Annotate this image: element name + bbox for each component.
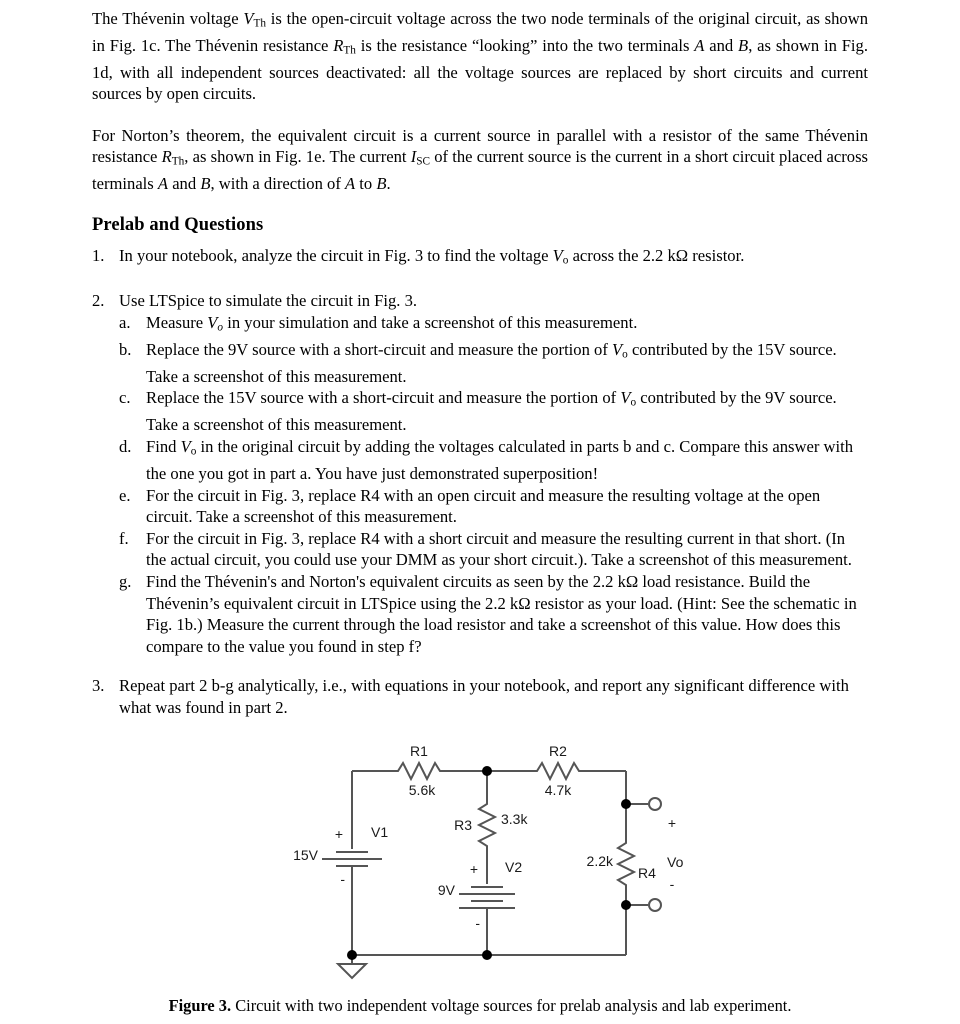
label-r3-name: R3	[454, 817, 472, 833]
text-run: is the resistance “looking” into the two terminals	[355, 35, 695, 55]
label-r1-value: 5.6k	[408, 782, 436, 798]
question-subitem	[119, 339, 868, 388]
text-run: in your simulation and take a screenshot of this measurement.	[223, 312, 638, 332]
circuit-schematic-svg	[0, 742, 960, 980]
node-dot-out-minus	[621, 900, 631, 910]
subscript-text: o	[217, 321, 224, 334]
label-vo-plus: +	[667, 815, 677, 831]
subscript-text: SC	[416, 155, 431, 168]
label-v2-name: V2	[505, 859, 523, 875]
label-v1-minus: -	[340, 871, 345, 887]
label-vo-name: Vo	[667, 854, 684, 870]
output-terminals	[649, 798, 661, 911]
italic-text: V	[207, 312, 218, 332]
text-run: .	[386, 174, 391, 194]
subitem-marker: d.	[119, 436, 132, 456]
subitem-marker: g.	[119, 571, 132, 591]
figure-caption-text: Circuit with two independent voltage sources for prelab analysis and lab experiment.	[231, 996, 792, 1015]
terminal-minus-circle	[649, 899, 661, 911]
node-dot-top-middle	[482, 766, 492, 776]
text-run: and	[704, 35, 739, 55]
subitem-text	[146, 437, 853, 483]
italic-text: B	[376, 174, 387, 194]
label-vo-minus: -	[669, 876, 675, 892]
subscript-text: o	[190, 445, 197, 458]
text-run: In your notebook, analyze the circuit in Fig. 3 to find the voltage	[119, 245, 553, 265]
figure-caption-label: Figure 3.	[168, 996, 232, 1015]
question-marker: 2.	[92, 290, 105, 310]
question-subitem	[119, 485, 868, 528]
text-run: across the 2.2 kΩ resistor.	[568, 245, 745, 265]
text-run: , as shown in Fig. 1d, with all independent sources deactivated: all the voltage sources are replaced by short circuits and current sources by open circuits.	[92, 35, 868, 104]
page-heading: Prelab and Questions	[92, 214, 264, 235]
subscript-text: o	[622, 348, 628, 361]
question-marker: 3.	[92, 676, 105, 696]
node-dot-out-plus	[621, 799, 631, 809]
italic-text: A	[157, 174, 169, 194]
text-run: For the circuit in Fig. 3, replace R4 with an open circuit and measure the resulting voltage at the open circuit. Take a screenshot of this measurement.	[146, 485, 821, 527]
question-text	[119, 246, 744, 265]
figure-3-circuit	[0, 742, 960, 980]
subitem-text	[146, 572, 857, 656]
text-run: Replace the 9V source with a short-circuit and measure the portion of	[146, 339, 613, 359]
label-r2-value: 4.7k	[544, 782, 572, 798]
node-dot-bottom-middle	[482, 950, 492, 960]
label-v2-minus: -	[475, 915, 480, 931]
subitem-marker: a.	[119, 312, 131, 332]
italic-text: A	[345, 174, 356, 194]
text-run: The Thévenin voltage	[92, 9, 244, 28]
subscript-text: Th	[171, 155, 185, 168]
questions-list	[92, 245, 868, 719]
subitem-marker: e.	[119, 485, 131, 505]
text-run: Measure	[146, 312, 208, 332]
text-run: , with a direction of	[210, 174, 346, 194]
italic-text: V	[552, 245, 563, 265]
question-item	[92, 290, 868, 657]
label-r4-name: R4	[638, 865, 656, 881]
subitem-text	[146, 340, 837, 386]
subitem-text	[146, 313, 637, 332]
r4-zigzag	[618, 839, 634, 889]
label-v1-value: 15V	[293, 847, 318, 863]
subscript-text: o	[562, 254, 569, 267]
question-subitem	[119, 312, 868, 339]
italic-text: V	[612, 339, 623, 359]
subitem-marker: f.	[119, 528, 129, 548]
subitem-text	[146, 529, 852, 570]
question-marker: 1.	[92, 245, 105, 265]
text-run: For Norton’s theorem, the equivalent circuit is a current source in parallel with a resistor of the same Thévenin resistance	[92, 125, 868, 167]
subitem-marker: c.	[119, 388, 131, 408]
text-run: For the circuit in Fig. 3, replace R4 with a short circuit and measure the resulting current in that short. (In the actual circuit, you could use your DMM as your short circuit.). Take a screenshot of this measurement.	[146, 528, 852, 570]
label-v1-plus: +	[334, 826, 343, 842]
text-run: to	[355, 174, 377, 194]
figure-caption	[0, 996, 960, 1016]
text-run: Replace the 15V source with a short-circuit and measure the portion of	[146, 388, 621, 408]
italic-text: R	[161, 147, 172, 167]
label-v1-name: V1	[371, 824, 389, 840]
prelab-heading-wrap	[92, 213, 868, 237]
text-run: Repeat part 2 b-g analytically, i.e., with equations in your notebook, and report any significant difference with what was found in part 2.	[119, 676, 849, 717]
norton-paragraph	[92, 125, 868, 195]
r2-zigzag	[533, 763, 583, 779]
r1-zigzag	[394, 763, 444, 779]
label-r3-value: 3.3k	[501, 811, 528, 827]
text-run: and	[168, 174, 201, 194]
label-r2-name: R2	[549, 743, 567, 759]
text-run: Find	[146, 436, 181, 456]
subscript-text: Th	[343, 44, 356, 57]
paragraph-spacer	[92, 105, 868, 125]
question-item	[92, 675, 868, 718]
subscript-text: o	[630, 396, 637, 409]
italic-text: R	[333, 35, 344, 55]
label-r1-name: R1	[410, 743, 428, 759]
italic-text: B	[200, 174, 211, 194]
question-subitem	[119, 571, 868, 657]
subitem-text	[146, 388, 837, 434]
italic-text: A	[694, 35, 705, 55]
question-text	[119, 291, 417, 310]
label-v2-plus: +	[469, 861, 478, 877]
italic-text: V	[243, 9, 254, 28]
thevenin-paragraph	[92, 8, 868, 105]
question-text	[119, 676, 849, 717]
question-subitem	[119, 436, 868, 485]
italic-text: V	[180, 436, 191, 456]
italic-text: I	[410, 147, 417, 167]
label-v2-value: 9V	[437, 882, 455, 898]
terminal-plus-circle	[649, 798, 661, 810]
question-item	[92, 245, 868, 272]
text-run: in the original circuit by adding the voltages calculated in parts b and c. Compare this answer with the one you got in part a. You have just demonstrated superposition!	[146, 436, 854, 483]
italic-text: B	[738, 35, 749, 55]
subscript-text: Th	[253, 17, 266, 30]
subitem-text	[146, 486, 820, 527]
text-run: Find the Thévenin's and Norton's equivalent circuits as seen by the 2.2 kΩ load resistance. Build the Thévenin’s equivalent circuit in LTSpice using the 2.2 kΩ resistor as your load. (Hint: See the schematic in Fig. 1b.) Measure the current through the load resistor and take a screenshot of this value. How does this compare to the value you found in step f?	[146, 571, 857, 656]
text-run: contributed by the 15V source. Take a screenshot of this measurement.	[146, 339, 837, 386]
text-run: is the open-circuit voltage across the two node terminals of the original circuit, as shown in Fig. 1c. The Thévenin resistance	[92, 9, 869, 55]
subitem-marker: b.	[119, 339, 132, 359]
text-run: Use LTSpice to simulate the circuit in Fig. 3.	[119, 290, 418, 310]
text-run: , as shown in Fig. 1e. The current	[184, 147, 411, 167]
label-r4-value: 2.2k	[586, 853, 613, 869]
document-body-column	[92, 8, 868, 719]
ground-symbol	[338, 964, 366, 978]
text-run: contributed by the 9V source. Take a screenshot of this measurement.	[146, 388, 837, 435]
question-subitem	[119, 387, 868, 436]
r3-zigzag	[479, 800, 495, 850]
italic-text: V	[620, 388, 631, 408]
question-sublist	[119, 312, 868, 658]
text-run: of the current source is the current in a short circuit placed across terminals	[92, 147, 868, 194]
node-dot-ground	[347, 950, 357, 960]
question-subitem	[119, 528, 868, 571]
